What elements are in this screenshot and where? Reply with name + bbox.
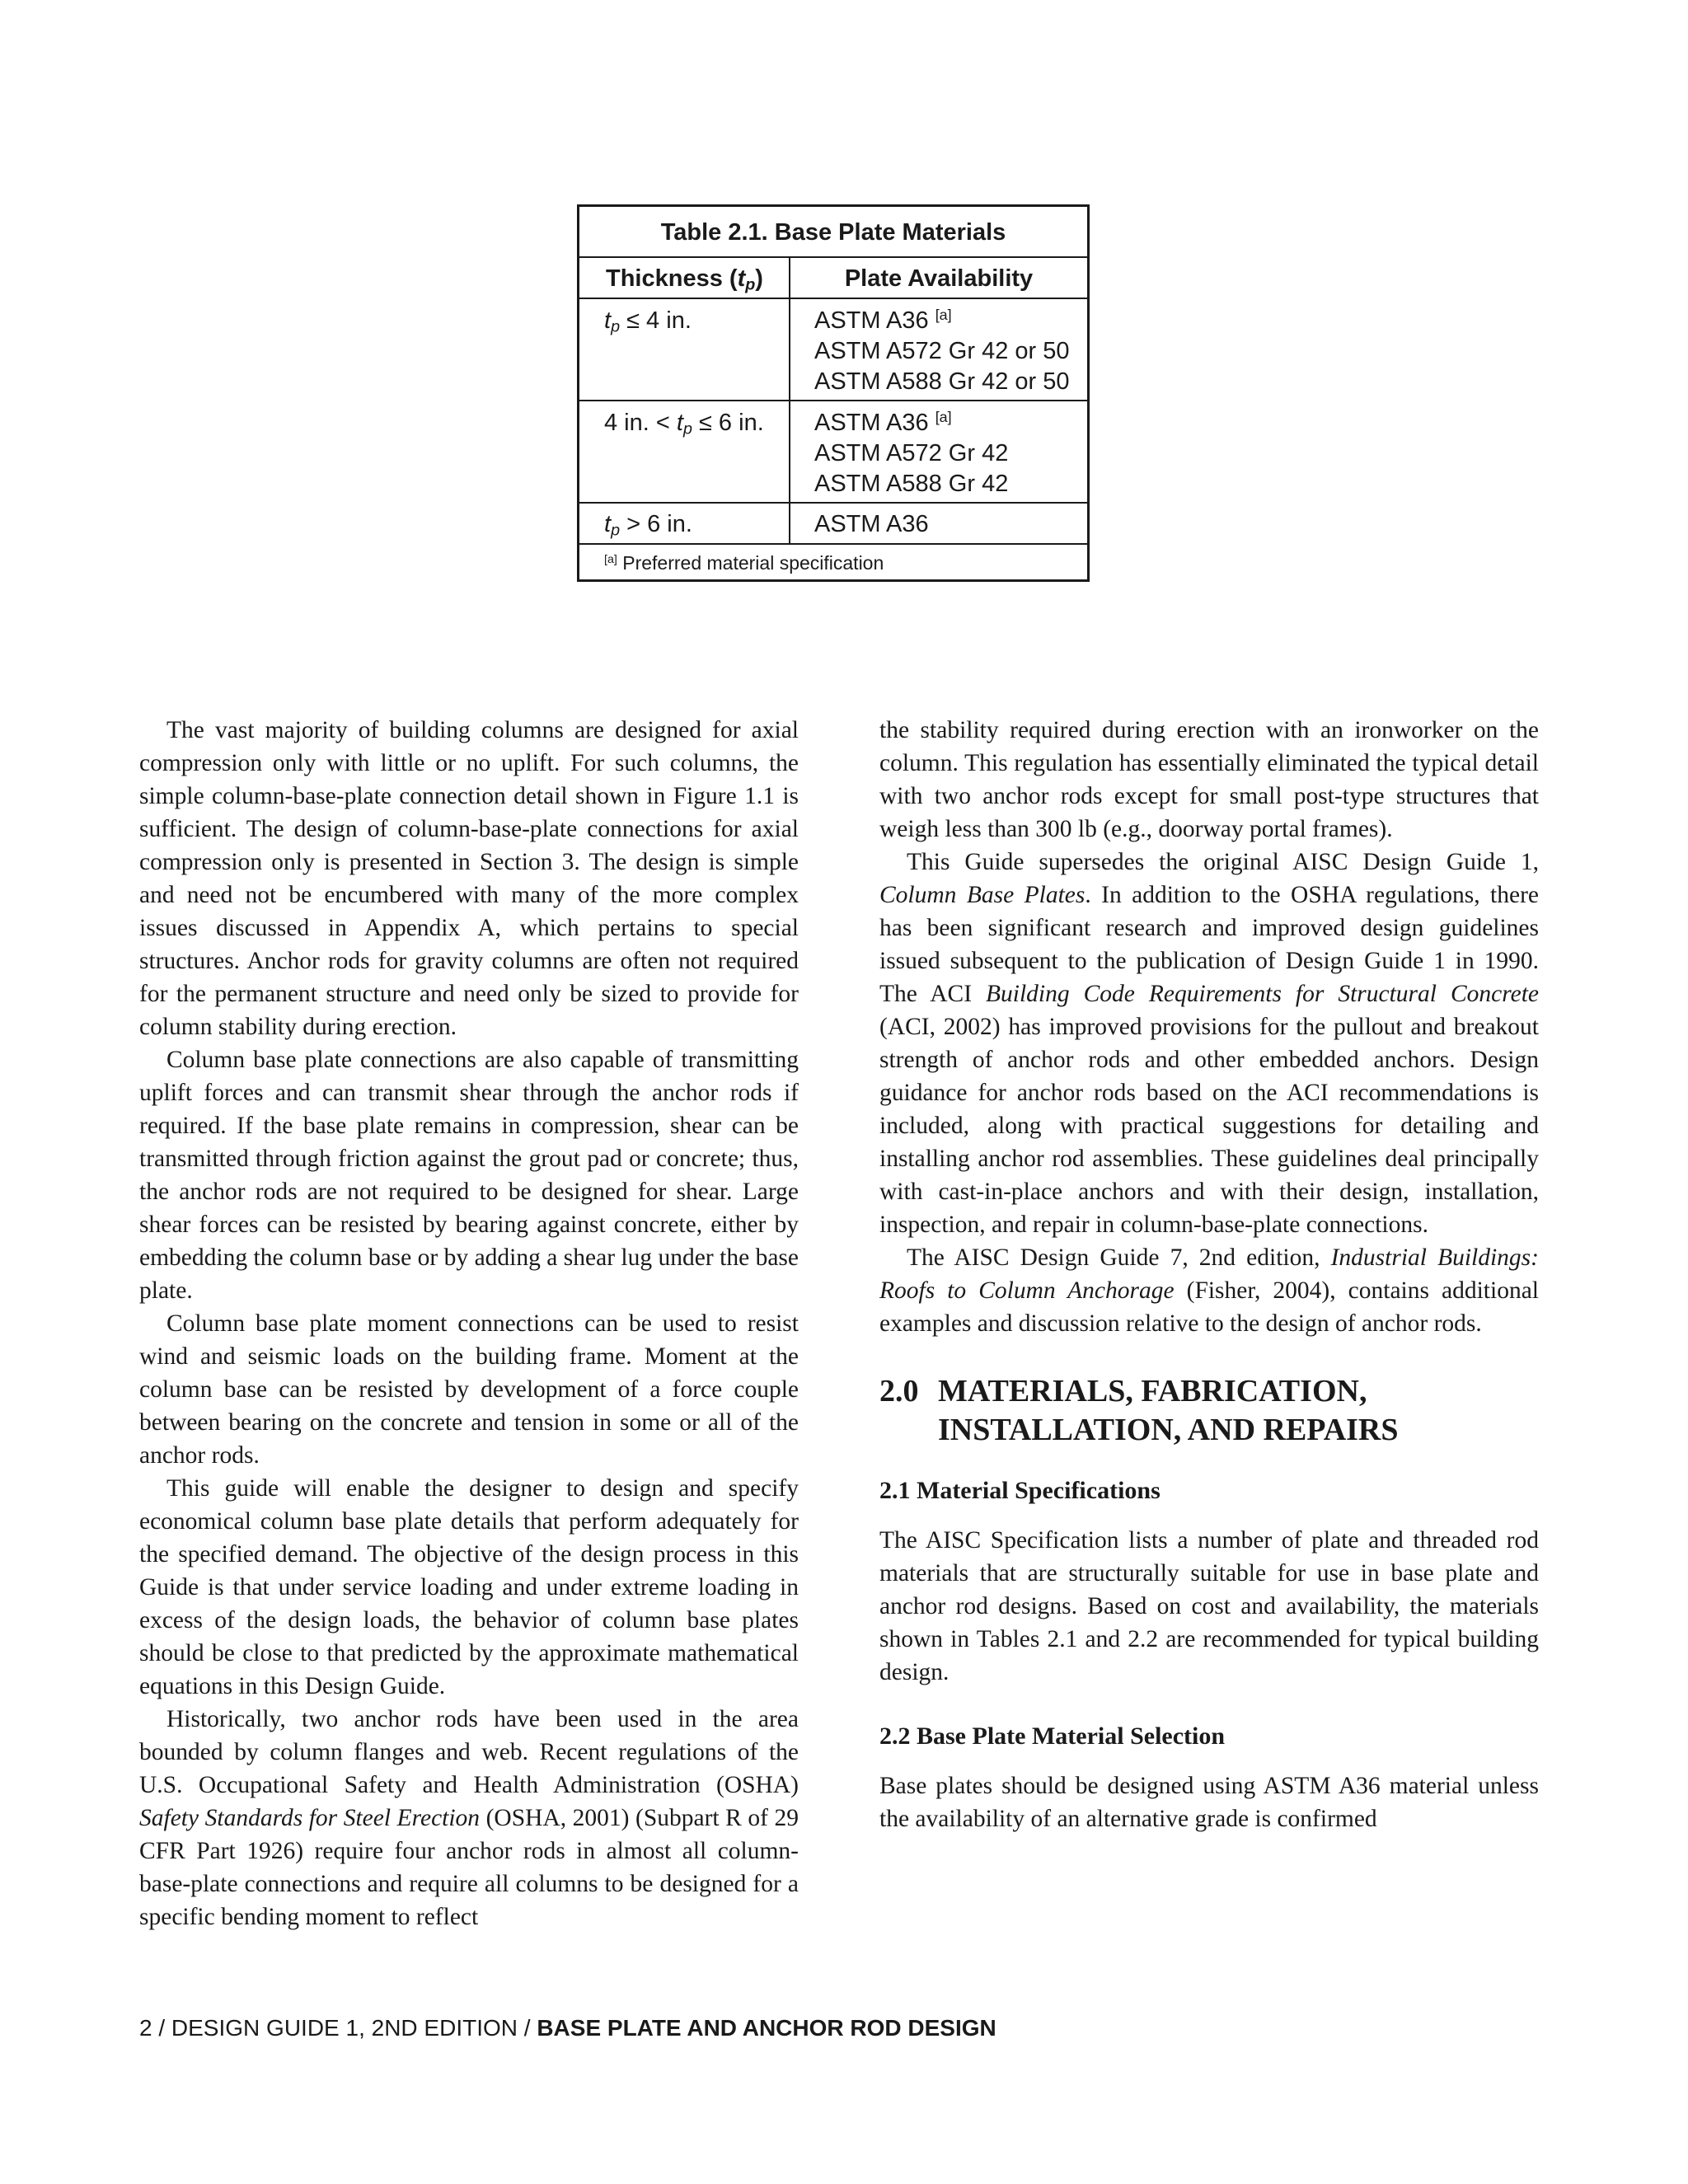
header-plate-availability: Plate Availability (844, 265, 1034, 292)
availability-cell: ASTM A36 [a] ASTM A572 Gr 42 ASTM A588 Gr 42 (814, 409, 1009, 497)
availability-cell: ASTM A36 (814, 511, 929, 537)
table-row (579, 299, 1087, 401)
table-header-row (579, 258, 1087, 299)
page-footer: 2 / DESIGN GUIDE 1, 2ND EDITION / BASE PLATE AND ANCHOR ROD DESIGN (139, 2015, 996, 2041)
section-number: 2.0 (879, 1374, 919, 1408)
paragraph: Historically, two anchor rods have been used in the area bounded by column flanges and web. Recent regulations of the U.S. Occupational Safety and Health Administration (OSHA) Safety Standards for Steel Erection (OSHA, 2001) (Subpart R of 29 CFR Part 1926) require four anchor rods in almost all column-base-plate connections and require all columns to be designed for a specific bending moment to reflect (139, 1706, 799, 1930)
paragraph: This Guide supersedes the original AISC Design Guide 1, Column Base Plates. In addition to the OSHA regulations, there has been significant research and improved design guidelines issued subsequent to the publication of Design Guide 1 in 1990. The ACI Building Code Requirements for Structural Concrete (ACI, 2002) has improved provisions for the pullout and breakout strength of anchor rods and other embedded anchors. Design guidance for anchor rods based on the ACI recommendations is included, along with practical suggestions for detailing and installing anchor rod assemblies. These guidelines deal principally with cast-in-place anchors and with their design, installation, inspection, and repair in column-base-plate connections. (879, 849, 1539, 1238)
header-thickness: Thickness $(t_p)$ (579, 258, 790, 298)
paragraph: This guide will enable the designer to design and specify economical column base plate details that perform adequately for the specified demand. The objective of the design process in this Guide is that under service loading and under extreme loading in excess of the design loads, the behavior of column base plates should be close to that predicted by the approximate mathematical equations in this Design Guide. (139, 1475, 799, 1699)
paragraph: Base plates should be designed using ASTM A36 material unless the availability of an alternative grade is confirmed (879, 1773, 1539, 1832)
paragraph: The vast majority of building columns are designed for axial compression only with little or no uplift. For such columns, the simple column-base-plate connection detail shown in Figure 1.1 is sufficient. The design of column-base-plate connections for axial compression only is presented in Section 3. The design is simple and need not be encumbered with many of the more complex issues discussed in Appendix A, which pertains to special structures. Anchor rods for gravity columns are often not required for the permanent structure and need only be sized to provide for column stability during erection. (139, 717, 799, 1040)
paragraph: Column base plate moment connections can be used to resist wind and seismic loads on the building frame. Moment at the column base can be resisted by development of a force couple between bearing on the concrete and tension in some or all of the anchor rods. (139, 1310, 799, 1469)
section-title-line-1: MATERIALS, FABRICATION, (938, 1374, 1367, 1408)
subsection-heading: 2.2 Base Plate Material Selection (879, 1722, 1226, 1750)
paragraph: Column base plate connections are also capable of transmitting uplift forces and can transmit shear through the anchor rods if required. If the base plate remains in compression, shear can be transmitted through friction against the grout pad or concrete; thus, the anchor rods are not required to be designed for shear. Large shear forces can be resisted by bearing against concrete, either by embedding the column base or by adding a shear lug under the base plate. (139, 1047, 799, 1304)
paragraph: the stability required during erection with an ironworker on the column. This regulation has essentially eliminated the typical detail with two anchor rods except for small post-type structures that weigh less than 300 lb (e.g., doorway portal frames). (879, 717, 1539, 842)
left-column (139, 714, 799, 1933)
table-row (579, 401, 1087, 504)
table-title: Table 2.1. Base Plate Materials (579, 207, 1087, 258)
thickness-cell: $t_p > 6$ in. (579, 504, 790, 543)
thickness-cell: 4 in. < $t_p \le 6$ in. (579, 401, 790, 502)
section-title-line-2: INSTALLATION, AND REPAIRS (938, 1413, 1399, 1447)
paragraph: The AISC Specification lists a number of plate and threaded rod materials that are structurally suitable for use in base plate and anchor rod designs. Based on cost and availability, the materials shown in Tables 2.1 and 2.2 are recommended for typical building design. (879, 1527, 1539, 1685)
subsection-heading: 2.1 Material Specifications (879, 1477, 1160, 1504)
footnote-marker: [a] (935, 409, 952, 426)
availability-cell: ASTM A36 [a] ASTM A572 Gr 42 or 50 ASTM A588 Gr 42 or 50 (814, 307, 1070, 395)
footnote-marker: [a] (935, 307, 952, 324)
right-column (879, 714, 1539, 1835)
thickness-cell: $t_p \le 4$ in. (579, 299, 790, 400)
section-heading (879, 1372, 1539, 1450)
materials-table (577, 204, 1090, 582)
table-row (579, 504, 1087, 545)
table-footnote: [a] Preferred material specification (604, 552, 884, 574)
paragraph: The AISC Design Guide 7, 2nd edition, Industrial Buildings: Roofs to Column Anchorage (Fisher, 2004), contains additional examples and discussion relative to the design of anchor rods. (879, 1244, 1539, 1337)
